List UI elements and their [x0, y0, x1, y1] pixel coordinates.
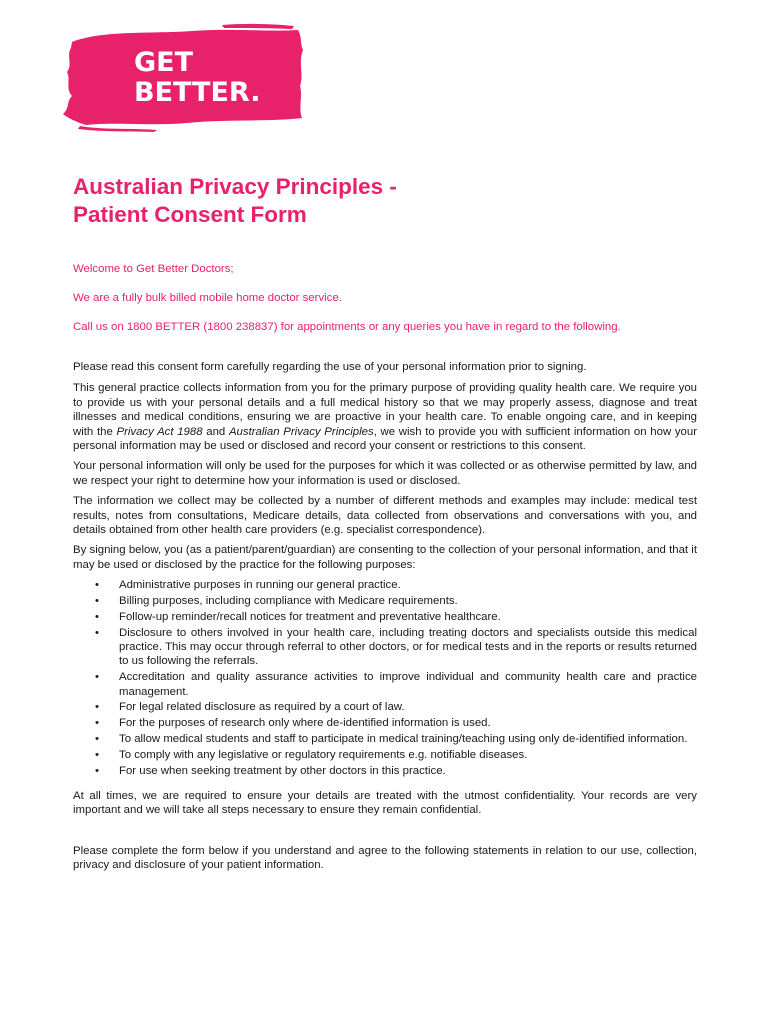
welcome-text: Welcome to Get Better Doctors; — [73, 263, 234, 275]
logo-line-2: BETTER. — [134, 77, 261, 108]
logo-line-1: GET — [134, 47, 194, 78]
list-item: • Administrative purposes in running our general practice. — [73, 578, 697, 592]
confidentiality-paragraph: At all times, we are required to ensure your details are treated with the utmost confidentiality. Your records are very important and we will take all steps necessary to ensure they remain confidential. — [73, 790, 697, 817]
list-item: • For the purposes of research only where de-identified information is used. — [73, 716, 697, 730]
complete-form-paragraph: Please complete the form below if you understand and agree to the following statements in relation to our use, collection, privacy and disclosure of your patient information. — [73, 844, 697, 872]
title-line-1: Australian Privacy Principles - — [73, 174, 397, 199]
list-item: • Accreditation and quality assurance activities to improve individual and community health care and practice management. — [73, 670, 697, 699]
brush-stroke-logo — [62, 22, 306, 132]
list-item: • Follow-up reminder/recall notices for treatment and preventative healthcare. — [73, 610, 697, 624]
list-item: • For legal related disclosure as required by a court of law. — [73, 700, 697, 714]
list-item: • Disclosure to others involved in your health care, including treating doctors and specialists outside this medical practice. This may occur through referral to other doctors, or for medical tests and in the reports or results returned to us following the referrals. — [73, 626, 697, 669]
practice-text-b: , we wish to provide you with sufficient information on how your personal information may be used or disclosed and record your consent or restrictions to this consent. — [73, 425, 698, 453]
and-text: and — [202, 425, 229, 438]
list-item: • Billing purposes, including compliance with Medicare requirements. — [73, 594, 697, 608]
privacy-act-text: Privacy Act 1988 — [116, 425, 203, 438]
contact-text: Call us on 1800 BETTER (1800 238837) for appointments or any queries you have in regard to the following. — [73, 321, 621, 333]
consent-body — [73, 360, 697, 879]
app-text: Australian Privacy Principles — [228, 425, 374, 438]
list-item: • To allow medical students and staff to participate in medical training/teaching using only de-identified information. — [73, 732, 697, 746]
read-form-paragraph: Please read this consent form carefully regarding the use of your personal information prior to signing. — [73, 361, 587, 373]
service-text: We are a fully bulk billed mobile home doctor service. — [73, 292, 342, 304]
practice-paragraph — [73, 381, 697, 453]
purposes-list — [73, 578, 697, 778]
intro-section — [73, 262, 713, 334]
page-title — [73, 173, 397, 229]
signing-paragraph: By signing below, you (as a patient/parent/guardian) are consenting to the collection of your personal information, and that it may be used or disclosed by the practice for the following purposes: — [73, 544, 697, 571]
get-better-logo — [62, 22, 306, 132]
practice-text-a: This general practice collects information from you for the primary purpose of providing quality health care. We require you to provide us with your personal details and a full medical history so that we may properly assess, diagnose and treat illnesses and medical conditions, ensuring we are proactive in your health care. To enable ongoing care, and in keeping with the — [73, 382, 697, 438]
collection-paragraph: The information we collect may be collected by a number of different methods and examples may include: medical test results, notes from consultations, Medicare details, data collected from observations and conversations with you, and details obtained from other health care providers (e.g. specialist correspondence). — [73, 495, 697, 537]
list-item: • To comply with any legislative or regulatory requirements e.g. notifiable diseases. — [73, 748, 697, 762]
title-line-2: Patient Consent Form — [73, 202, 307, 227]
list-item: • For use when seeking treatment by other doctors in this practice. — [73, 764, 697, 778]
purposes-paragraph: Your personal information will only be used for the purposes for which it was collected or as otherwise permitted by law, and we respect your right to determine how your information is used or disclosed. — [73, 460, 697, 487]
